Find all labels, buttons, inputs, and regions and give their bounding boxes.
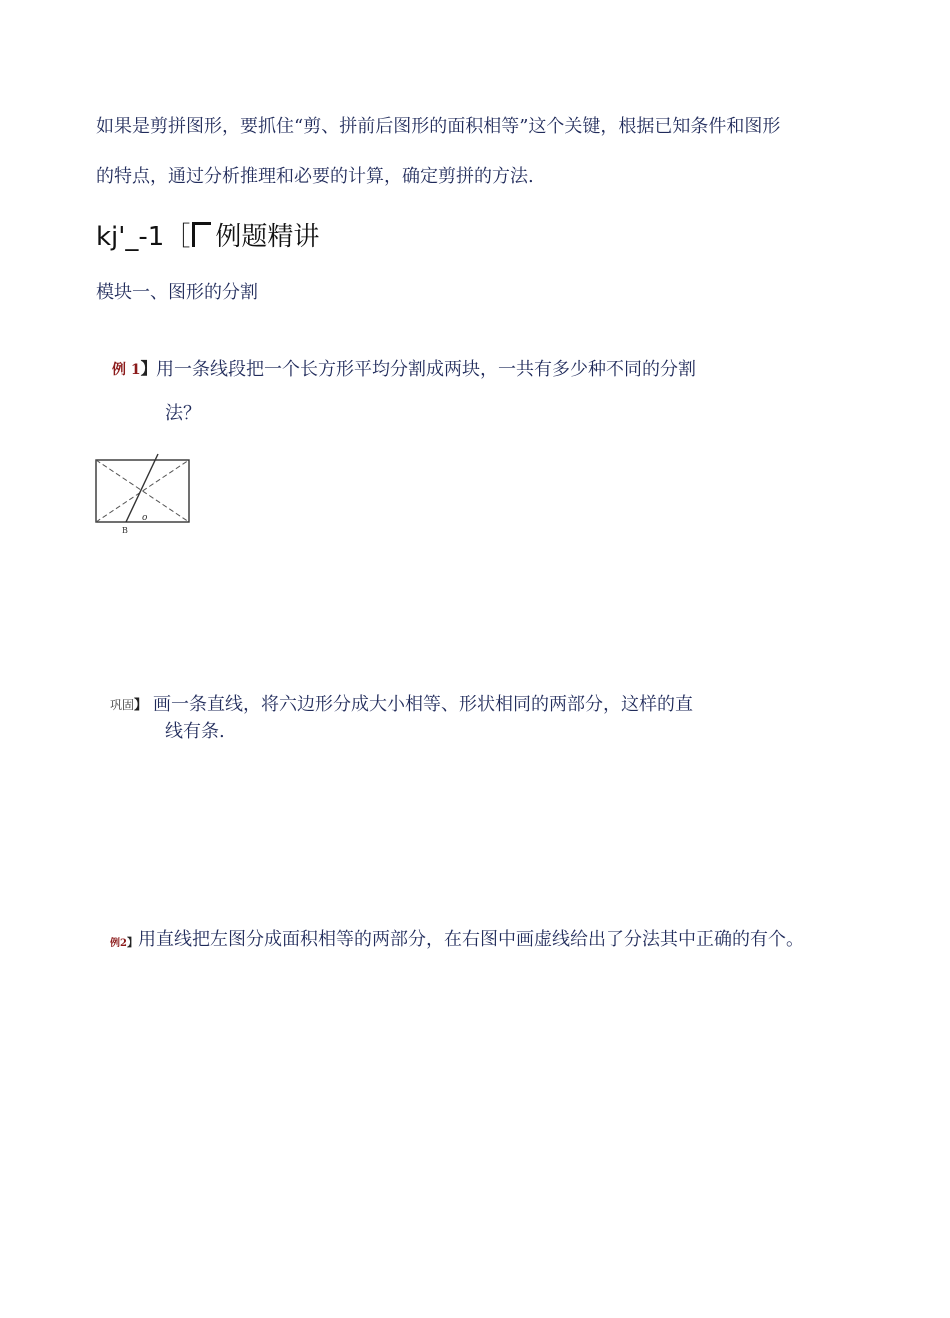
example-1-bracket: 】 [140, 359, 157, 378]
intro-line-1: 如果是剪拼图形，要抓住“剪、拼前后图形的面积相等”这个关键，根据已知条件和图形 [96, 116, 781, 137]
consolidate-label [110, 694, 147, 713]
example-1-text-line-2: 法？ [165, 403, 201, 424]
module-title: 模块一、图形的分割 [96, 282, 258, 303]
example-2-text: 用直线把左图分成面积相等的两部分，在右图中画虚线给出了分法其中正确的有个。 [138, 929, 804, 950]
section-heading-bar [192, 222, 211, 247]
consolidate-text-line-1: 画一条直线，将六边形分成大小相等、形状相同的两部分，这样的直 [153, 694, 693, 715]
example-1-tag: 例 1 [112, 362, 141, 378]
consolidate-bracket: 】 [134, 698, 148, 713]
example-1-label [112, 356, 157, 379]
section-heading [96, 216, 319, 253]
consolidate-tag: 巩固 [110, 698, 135, 712]
example-1-text-line-1: 用一条线段把一个长方形平均分割成两块，一共有多少种不同的分割 [156, 359, 696, 380]
label-b: B [122, 526, 128, 535]
label-o: o [142, 513, 148, 523]
section-heading-prefix: kj'_-1［ [96, 222, 191, 252]
dividing-segment [126, 454, 158, 522]
example-1-rectangle-figure [92, 452, 196, 536]
example-2-bracket: 】 [126, 936, 138, 949]
consolidate-text-line-2: 线有条. [165, 721, 225, 742]
example-2-label [110, 931, 138, 950]
intro-line-2: 的特点，通过分析推理和必要的计算，确定剪拼的方法. [96, 166, 534, 187]
section-heading-title: 例题精讲 [215, 222, 320, 252]
example-2-tag: 例2 [110, 938, 127, 949]
